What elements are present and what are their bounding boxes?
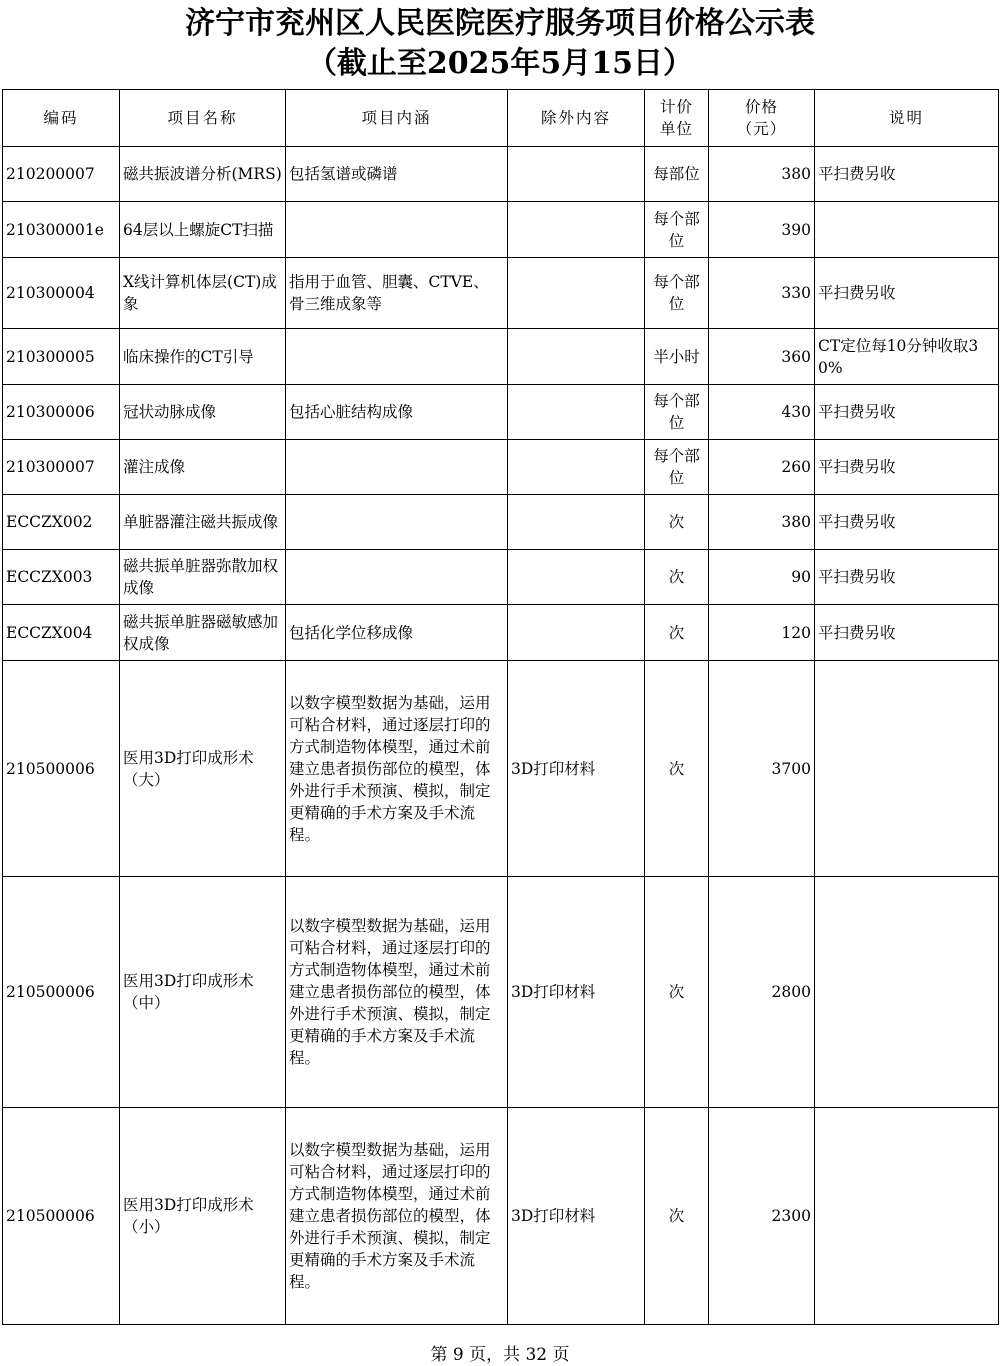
cell-name: 磁共振波谱分析(MRS) [120,147,286,202]
cell-unit: 次 [645,661,709,877]
cell-content: 以数字模型数据为基础，运用可粘合材料，通过逐层打印的方式制造物体模型，通过术前建立患者损伤部位的模型，体外进行手术预演、模拟，制定更精确的手术方案及手术流程。 [286,877,508,1108]
cell-exclude: 3D打印材料 [508,877,645,1108]
cell-exclude [508,495,645,550]
cell-exclude: 3D打印材料 [508,1108,645,1325]
cell-unit: 每个部位 [645,440,709,495]
cell-exclude [508,440,645,495]
cell-unit: 次 [645,550,709,605]
price-table [2,89,999,1325]
cell-code: 210500006 [3,661,120,877]
table-row [3,258,999,329]
cell-name: 灌注成像 [120,440,286,495]
cell-price: 3700 [709,661,815,877]
cell-price: 330 [709,258,815,329]
cell-note: 平扫费另收 [815,550,999,605]
header-unit: 计价 单位 [645,90,709,147]
cell-content: 指用于血管、胆囊、CTVE、骨三维成象等 [286,258,508,329]
cell-unit: 每部位 [645,147,709,202]
cell-name: 磁共振单脏器磁敏感加权成像 [120,605,286,661]
cell-code: ECCZX002 [3,495,120,550]
cell-name: 磁共振单脏器弥散加权成像 [120,550,286,605]
cell-code: 210300005 [3,329,120,385]
cell-unit: 次 [645,877,709,1108]
cell-content [286,202,508,258]
header-code: 编码 [3,90,120,147]
cell-note: 平扫费另收 [815,440,999,495]
cell-unit: 每个部位 [645,202,709,258]
cell-name: X线计算机体层(CT)成象 [120,258,286,329]
header-name: 项目名称 [120,90,286,147]
cell-price: 2800 [709,877,815,1108]
header-note: 说明 [815,90,999,147]
cell-price: 390 [709,202,815,258]
cell-content: 以数字模型数据为基础，运用可粘合材料，通过逐层打印的方式制造物体模型，通过术前建立患者损伤部位的模型，体外进行手术预演、模拟，制定更精确的手术方案及手术流程。 [286,1108,508,1325]
cell-content [286,329,508,385]
table-row [3,329,999,385]
header-exclude: 除外内容 [508,90,645,147]
cell-code: 210200007 [3,147,120,202]
cell-name: 医用3D打印成形术（中） [120,877,286,1108]
cell-note [815,661,999,877]
cell-exclude [508,385,645,440]
table-row [3,440,999,495]
cell-name: 临床操作的CT引导 [120,329,286,385]
table-header-row [3,90,999,147]
cell-unit: 次 [645,1108,709,1325]
header-content: 项目内涵 [286,90,508,147]
cell-content [286,440,508,495]
cell-content [286,495,508,550]
cell-note: 平扫费另收 [815,147,999,202]
cell-price: 260 [709,440,815,495]
cell-content: 以数字模型数据为基础，运用可粘合材料，通过逐层打印的方式制造物体模型，通过术前建立患者损伤部位的模型，体外进行手术预演、模拟，制定更精确的手术方案及手术流程。 [286,661,508,877]
cell-price: 90 [709,550,815,605]
cell-note: 平扫费另收 [815,258,999,329]
cell-content [286,550,508,605]
cell-code: ECCZX003 [3,550,120,605]
cell-code: ECCZX004 [3,605,120,661]
cell-code: 210300004 [3,258,120,329]
table-row [3,550,999,605]
cell-code: 210500006 [3,1108,120,1325]
cell-code: 210300007 [3,440,120,495]
cell-name: 单脏器灌注磁共振成像 [120,495,286,550]
cell-price: 120 [709,605,815,661]
cell-price: 360 [709,329,815,385]
cell-unit: 半小时 [645,329,709,385]
cell-price: 380 [709,147,815,202]
header-price: 价格 （元） [709,90,815,147]
table-row [3,385,999,440]
cell-note [815,202,999,258]
cell-code: 210500006 [3,877,120,1108]
page-subtitle-date: （截止至2025年5月15日） [306,46,694,81]
cell-price: 430 [709,385,815,440]
cell-content: 包括氢谱或磷谱 [286,147,508,202]
cell-exclude [508,329,645,385]
cell-note [815,1108,999,1325]
cell-note: CT定位每10分钟收取30% [815,329,999,385]
cell-price: 2300 [709,1108,815,1325]
cell-exclude [508,258,645,329]
cell-code: 210300001e [3,202,120,258]
cell-price: 380 [709,495,815,550]
cell-exclude [508,550,645,605]
cell-unit: 次 [645,495,709,550]
table-row [3,605,999,661]
cell-unit: 每个部位 [645,385,709,440]
table-row [3,1108,999,1325]
cell-note [815,877,999,1108]
table-row [3,495,999,550]
cell-unit: 次 [645,605,709,661]
cell-name: 医用3D打印成形术（小） [120,1108,286,1325]
cell-note: 平扫费另收 [815,495,999,550]
page-title: 济宁市兖州区人民医院医疗服务项目价格公示表 [185,6,815,41]
cell-exclude [508,147,645,202]
page-number-footer: 第 9 页，共 32 页 [430,1345,570,1365]
cell-content: 包括化学位移成像 [286,605,508,661]
cell-unit: 每个部位 [645,258,709,329]
cell-name: 冠状动脉成像 [120,385,286,440]
table-row [3,877,999,1108]
cell-exclude: 3D打印材料 [508,661,645,877]
cell-exclude [508,605,645,661]
cell-code: 210300006 [3,385,120,440]
cell-exclude [508,202,645,258]
table-row [3,202,999,258]
table-row [3,661,999,877]
table-row [3,147,999,202]
cell-content: 包括心脏结构成像 [286,385,508,440]
cell-name: 64层以上螺旋CT扫描 [120,202,286,258]
cell-note: 平扫费另收 [815,605,999,661]
cell-name: 医用3D打印成形术（大） [120,661,286,877]
cell-note: 平扫费另收 [815,385,999,440]
